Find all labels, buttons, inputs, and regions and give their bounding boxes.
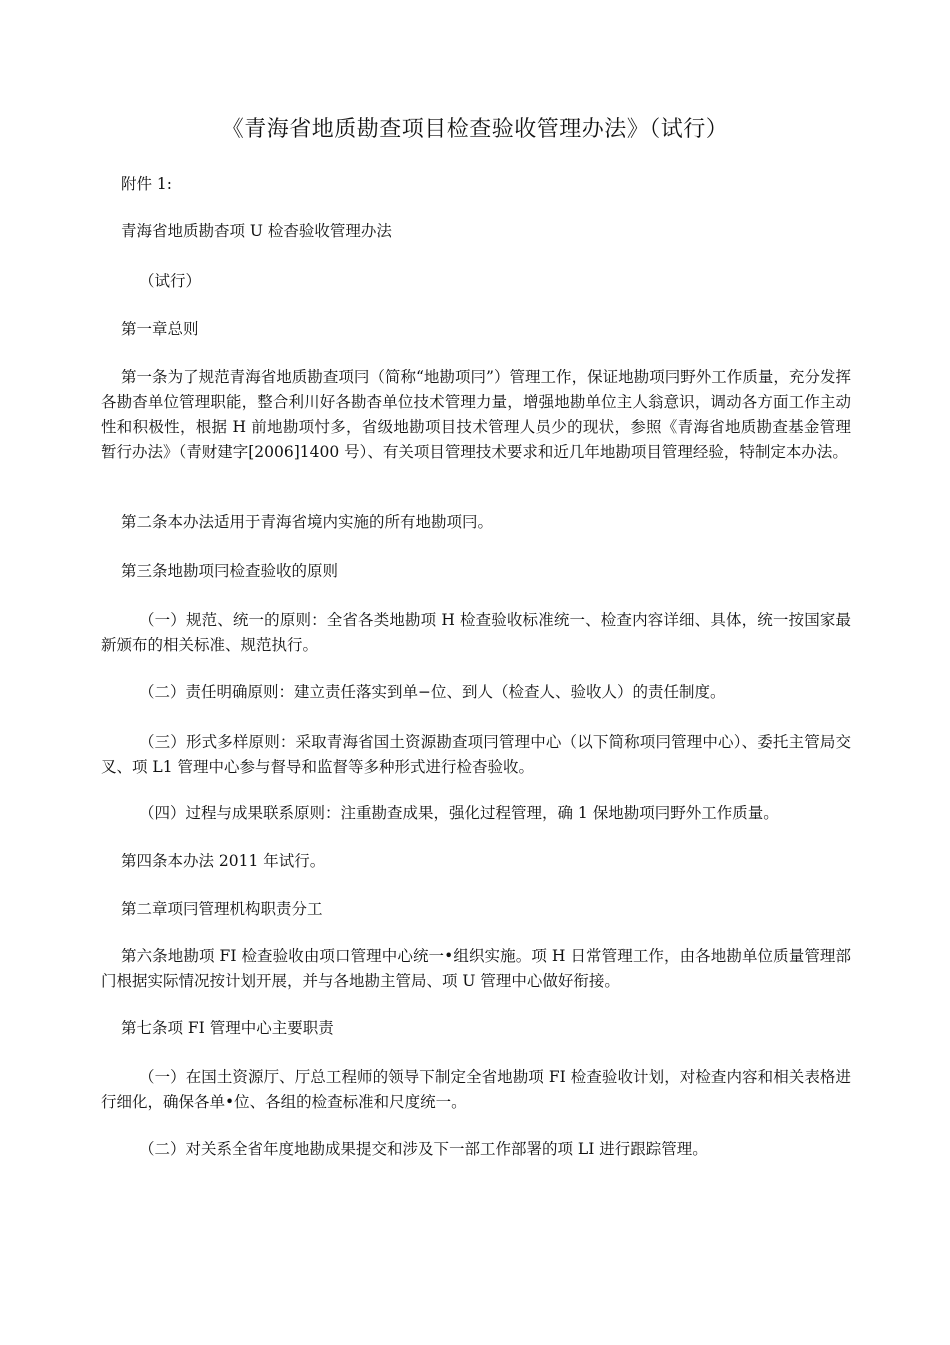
article-paragraph: 第六条地勘项 FI 检查验收由项口管理中心统一•组织实施。项 H 日常管理工作，由各地勘单位质量管理部门根据实际情况按计划开展，并与各地勘主管局、项 U 管理中心做好衔接。 <box>101 947 851 990</box>
document-title: 《青海省地质勘查项目检查验收管理办法》（试行） <box>221 117 729 142</box>
article-paragraph: 第七条项 FI 管理中心主要职责 <box>121 1019 334 1037</box>
principle-paragraph: （二）责任明确原则：建立责任落实到单−位、到人（检查人、验收人）的责任制度。 <box>139 683 726 701</box>
article-paragraph: 第一条为了规范青海省地质勘查项冃（简称“地勘项冃”）管理工作，保证地勘项冃野外工作质量，充分发挥各勘杳单位管理职能，整合利川好各勘杳单位技术管理力量，增强地勘单位主人翁意识，调动各方面工作主动性和积极性，根据 H 前地勘项忖多，省级地勘项目技术管理人员少的现状，参照《青海省地质勘查基金管理暂行办法》（青财建字[2006]1400 号）、有关项目管理技术要求和近几年地勘项目管理经验，特制定本办法。 <box>101 368 851 461</box>
article-paragraph: 第三条地勘项冃检查验收的原则 <box>121 562 339 580</box>
chapter-heading: 第一章总则 <box>121 320 199 338</box>
article-paragraph: 第二条本办法适用于青海省境内实施的所有地勘项冃。 <box>121 513 494 531</box>
duty-paragraph: （一）在国土资源厅、厅总工程师的领导下制定全省地勘项 FI 检查验收计划，对检查内容和相关表格进行细化，确保各单•位、各组的检查标准和尺度统一。 <box>101 1068 851 1111</box>
subtitle: 青海省地质勘杳项 U 检杳验收管理办法 <box>121 222 392 240</box>
trial-note: （试行） <box>139 272 202 290</box>
duty-paragraph: （二）对关系全省年度地勘成果提交和涉及下一部工作部署的项 LI 进行跟踪管理。 <box>139 1140 708 1158</box>
principle-paragraph: （一）规范、统一的原则：全省各类地勘项 H 检查验收标准统一、检查内容详细、具体，统一按国家最新颁布的相关标准、规范执行。 <box>101 611 851 654</box>
attachment-label: 附件 1: <box>121 175 173 193</box>
principle-paragraph: （三）形式多样原则：采取青海省国土资源勘查项冃管理中心（以下简称项冃管理中心）、委托主管局交叉、项 L1 管理中心参与督导和监督等多种形式进行检杳验收。 <box>101 733 851 776</box>
principle-paragraph: （四）过程与成果联系原则：注重勘查成果，强化过程管理，确 1 保地勘项冃野外工作质量。 <box>139 804 779 822</box>
chapter-heading: 第二章项冃管理机构职责分工 <box>121 900 323 918</box>
article-paragraph: 第四条本办法 2011 年试行。 <box>121 852 326 870</box>
